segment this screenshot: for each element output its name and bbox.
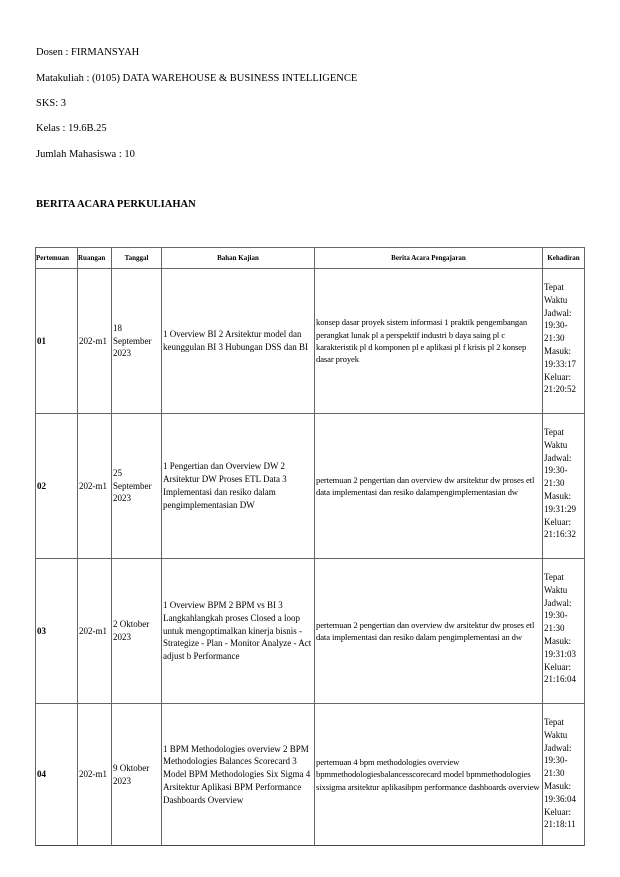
ruangan-cell: 202-m1	[78, 414, 112, 559]
kehadiran-cell: Tepat Waktu Jadwal: 19:30-21:30 Masuk: 19:31:03 Keluar: 21:16:04	[543, 559, 585, 704]
berita-acara-cell: konsep dasar proyek sistem informasi 1 praktik pengembangan perangkat lunak pl a perspektif industri b daya saing pl c karakteristik pl d komponen pl e aplikasi pl f krisis pl 2 konsep dasar proyek	[315, 269, 543, 414]
column-header-ruangan: Ruangan	[78, 248, 112, 269]
table-header-row	[36, 248, 585, 269]
dosen-line: Dosen : FIRMANSYAH	[36, 47, 140, 58]
bahan-kajian-cell: 1 Pengertian dan Overview DW 2 Arsitektur DW Proses ETL Data 3 Implementasi dan resiko dalam pengimplementasian DW	[162, 414, 315, 559]
tanggal-cell: 2 Oktober 2023	[112, 559, 162, 704]
berita-acara-cell: pertemuan 2 pengertian dan overview dw arsitektur dw proses etl data implementasi dan resiko dalam pengimplementasi an dw	[315, 559, 543, 704]
ruangan-cell: 202-m1	[78, 559, 112, 704]
bahan-kajian-cell: 1 BPM Methodologies overview 2 BPM Methodologies Balances Scorecard 3 Model BPM Methodologies Six Sigma 4 Arsitektur Aplikasi BPM Performance Dashboards Overview	[162, 704, 315, 846]
column-header-kehadiran: Kehadiran	[543, 248, 585, 269]
pertemuan-cell: 02	[36, 414, 78, 559]
table-row	[36, 559, 585, 704]
pertemuan-cell: 03	[36, 559, 78, 704]
kehadiran-cell: Tepat Waktu Jadwal: 19:30-21:30 Masuk: 19:36:04 Keluar: 21:18:11	[543, 704, 585, 846]
tanggal-cell: 18 September 2023	[112, 269, 162, 414]
table-row	[36, 704, 585, 846]
pertemuan-cell: 04	[36, 704, 78, 846]
tanggal-cell: 25 September 2023	[112, 414, 162, 559]
berita-acara-cell: pertemuan 2 pengertian dan overview dw arsitektur dw proses etl data implementasi dan resiko dalampengimplementasian dw	[315, 414, 543, 559]
bahan-kajian-cell: 1 Overview BPM 2 BPM vs BI 3 Langkahlangkah proses Closed a loop untuk mengoptimalkan kinerja bisnis - Strategize - Plan - Monitor Analyze - Act adjust b Performance	[162, 559, 315, 704]
kehadiran-cell: Tepat Waktu Jadwal: 19:30-21:30 Masuk: 19:33:17 Keluar: 21:20:52	[543, 269, 585, 414]
tanggal-cell: 9 Oktober 2023	[112, 704, 162, 846]
bahan-kajian-cell: 1 Overview BI 2 Arsitektur model dan keunggulan BI 3 Hubungan DSS dan BI	[162, 269, 315, 414]
column-header-pertemuan: Pertemuan	[36, 248, 78, 269]
ruangan-cell: 202-m1	[78, 704, 112, 846]
jumlah-mahasiswa-line: Jumlah Mahasiswa : 10	[36, 149, 135, 160]
matakuliah-line: Matakuliah : (0105) DATA WAREHOUSE & BUSINESS INTELLIGENCE	[36, 73, 358, 84]
sks-line: SKS: 3	[36, 98, 67, 109]
kehadiran-cell: Tepat Waktu Jadwal: 19:30-21:30 Masuk: 19:31:29 Keluar: 21:16:32	[543, 414, 585, 559]
table-row	[36, 269, 585, 414]
table-row	[36, 414, 585, 559]
ruangan-cell: 202-m1	[78, 269, 112, 414]
kelas-line: Kelas : 19.6B.25	[36, 123, 107, 134]
pertemuan-cell: 01	[36, 269, 78, 414]
column-header-bahan-kajian: Bahan Kajian	[162, 248, 315, 269]
column-header-berita-acara: Berita Acara Pengajaran	[315, 248, 543, 269]
page-title: BERITA ACARA PERKULIAHAN	[36, 199, 196, 210]
berita-acara-cell: pertemuan 4 bpm methodologies overview bpmmethodologiesbalancesscorecard model bpmmethodologies sixsigma arsitektur aplikasibpm performance dashboards overview	[315, 704, 543, 846]
column-header-tanggal: Tanggal	[112, 248, 162, 269]
attendance-table	[35, 247, 585, 846]
